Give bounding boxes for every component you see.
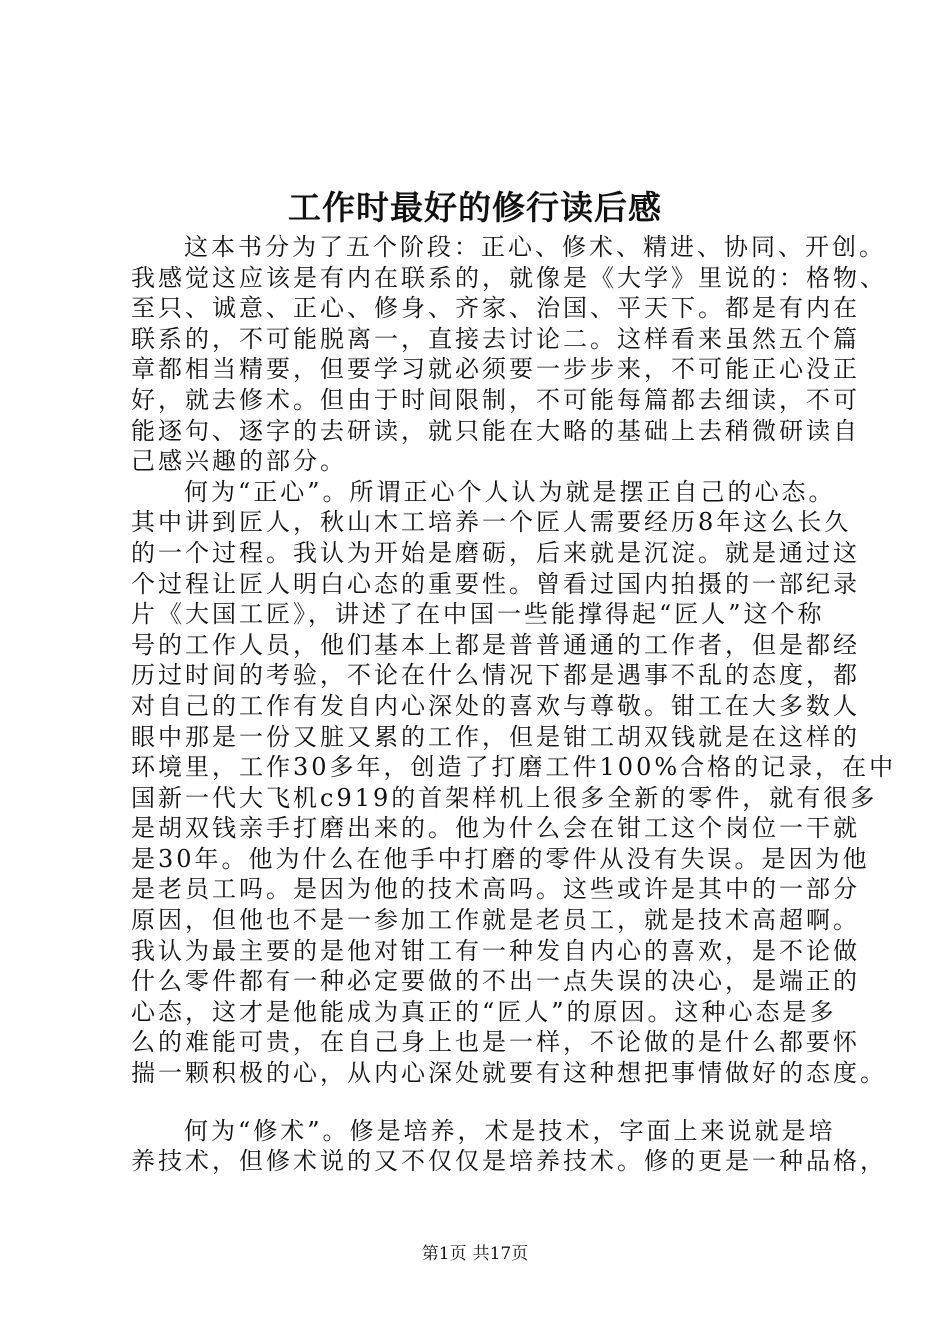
paragraph-line: 片《大国工匠》，讲述了在中国一些能撑得起“匠人”这个称: [131, 600, 825, 629]
document-body: [131, 232, 897, 1177]
paragraph-line: 何为“正心”。所谓正心个人认为就是摆正自己的心态。: [184, 477, 836, 506]
paragraph-line: 章都相当精要，但要学习就必须要一步步来，不可能正心没正: [131, 355, 860, 384]
paragraph-line: 己感兴趣的部分。: [131, 447, 347, 476]
paragraph-line: 什么零件都有一种必定要做的不出一点失误的决心，是端正的: [131, 967, 860, 996]
page-number: 第1页: [421, 1244, 467, 1264]
paragraph-line: 的一个过程。我认为开始是磨砺，后来就是沉淀。就是通过这: [131, 538, 860, 567]
paragraph-line: 历过时间的考验，不论在什么情况下都是遇事不乱的态度，都: [131, 661, 860, 690]
paragraph-line: 何为“修术”。修是培养，术是技术，字面上来说就是培: [184, 1116, 836, 1145]
paragraph-gap: [131, 1089, 843, 1116]
paragraph-line: 我感觉这应该是有内在联系的，就像是《大学》里说的：格物、: [131, 263, 887, 292]
paragraph-line: 么的难能可贵，在自己身上也是一样，不论做的是什么都要怀: [131, 1028, 860, 1057]
paragraph-line: 联系的，不可能脱离一，直接去讨论二。这样看来虽然五个篇: [131, 324, 860, 353]
paragraph-line: 是老员工吗。是因为他的技术高吗。这些或许是其中的一部分: [131, 875, 860, 904]
paragraph-line: 国新一代大飞机c919的首架样机上很多全新的零件，就有很多: [131, 783, 878, 812]
paragraph-line: 个过程让匠人明白心态的重要性。曾看过国内拍摄的一部纪录: [131, 569, 860, 598]
document-title: 工作时最好的修行读后感: [288, 188, 662, 227]
paragraph-line: 好，就去修术。但由于时间限制，不可能每篇都去细读，不可: [131, 385, 860, 414]
page-total: 共17页: [472, 1244, 529, 1264]
paragraph-line: 是胡双钱亲手打磨出来的。他为什么会在钳工这个岗位一干就: [131, 814, 860, 843]
paragraph-line: 原因，但他也不是一参加工作就是老员工，就是技术高超啊。: [131, 906, 860, 935]
paragraph-line: 号的工作人员，他们基本上都是普普通通的工作者，但是都经: [131, 630, 860, 659]
paragraph-line: 这本书分为了五个阶段：正心、修术、精进、协同、开创。: [184, 233, 886, 261]
paragraph-line: 至只、诚意、正心、修身、齐家、治国、平天下。都是有内在: [131, 294, 860, 323]
page-footer: [0, 1242, 950, 1266]
paragraph-line: 我认为最主要的是他对钳工有一种发自内心的喜欢，是不论做: [131, 936, 860, 965]
paragraph-line: 能逐句、逐字的去研读，就只能在大略的基础上去稍微研读自: [131, 416, 860, 445]
paragraph-line: 揣一颗积极的心，从内心深处就要有这种想把事情做好的态度。: [131, 1059, 887, 1088]
paragraph-line: 心态，这才是他能成为真正的“匠人”的原因。这种心态是多: [131, 997, 837, 1026]
paragraph-line: 是30年。他为什么在他手中打磨的零件从没有失误。是因为他: [131, 844, 870, 873]
paragraph-line: 其中讲到匠人，秋山木工培养一个匠人需要经历8年这么长久: [131, 508, 852, 537]
paragraph-line: 对自己的工作有发自内心深处的喜欢与尊敬。钳工在大多数人: [131, 691, 860, 720]
paragraph-line: 养技术，但修术说的又不仅仅是培养技术。修的更是一种品格，: [131, 1147, 887, 1176]
paragraph-line: 环境里，工作30多年，创造了打磨工件100%合格的记录，在中: [131, 753, 897, 782]
paragraph-line: 眼中那是一份又脏又累的工作，但是钳工胡双钱就是在这样的: [131, 722, 860, 751]
